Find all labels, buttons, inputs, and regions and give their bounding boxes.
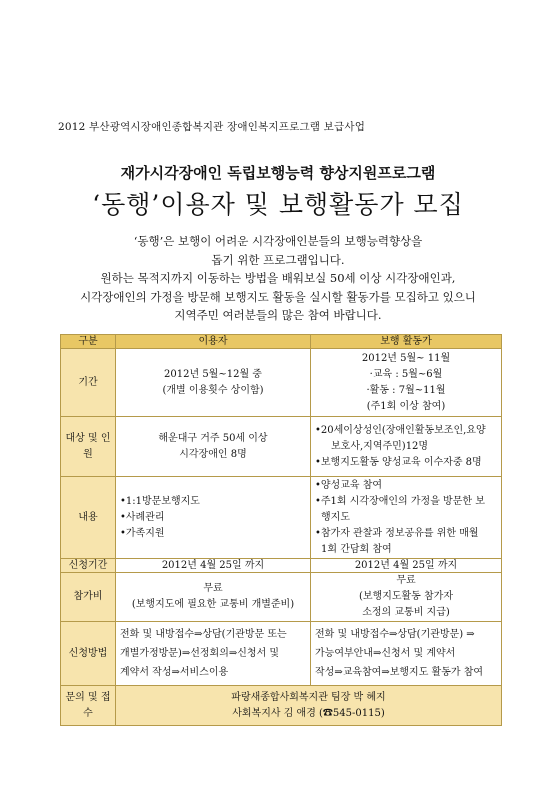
volunteer-cell: 2012년 4월 25일 까지 <box>311 559 502 573</box>
volunteer-cell: •20세이상성인(장애인활동보조인,요양 보호사,지역주민)12명 •보행지도활동 양성교육 이수자중 8명 <box>311 417 502 477</box>
row-label: 참가비 <box>61 573 116 622</box>
program-header: 2012 부산광역시장애인종합복지관 장애인복지프로그램 보급사업 <box>58 121 366 133</box>
row-label: 문의 및 접수 <box>61 686 116 726</box>
intro-line: 원하는 목적지까지 이동하는 방법을 배워보실 50세 이상 시각장애인과, <box>100 271 456 286</box>
intro-line: ‘동행’은 보행이 어려운 시각장애인분들의 보행능력향상을 <box>133 234 423 248</box>
row-label: 신청방법 <box>61 622 116 686</box>
table-row <box>61 417 502 477</box>
table-row <box>61 622 502 686</box>
volunteer-cell: •양성교육 참여 •주1회 시각장애인의 가정을 방문한 보 행지도 •참가자 관찰과 정보공유를 위한 매월 1회 간담회 참여 <box>311 477 502 559</box>
row-label: 내용 <box>61 477 116 559</box>
contact-cell: 파랑새종합사회복지관 팀장 박 혜지 사회복지사 김 애경 (☎545-0115) <box>116 686 502 726</box>
intro-paragraph <box>40 232 516 325</box>
intro-line: 돕기 위한 프로그램입니다. <box>211 252 345 267</box>
table-row <box>61 559 502 573</box>
volunteer-cell: 무료 (보행지도활동 참가자 소정의 교통비 지급) <box>311 573 502 622</box>
user-cell: 2012년 4월 25일 까지 <box>116 559 311 573</box>
row-label: 기간 <box>61 349 116 417</box>
user-cell: 2012년 5월~12월 중 (개별 이용횟수 상이함) <box>116 349 311 417</box>
row-label: 대상 및 인원 <box>61 417 116 477</box>
table-row <box>61 573 502 622</box>
user-cell: 무료 (보행지도에 필요한 교통비 개별준비) <box>116 573 311 622</box>
header-category: 구분 <box>61 335 116 349</box>
contact-row <box>61 686 502 726</box>
intro-line: 지역주민 여러분들의 많은 참여 바랍니다. <box>174 308 382 323</box>
row-label: 신청기간 <box>61 559 116 573</box>
program-subtitle: 재가시각장애인 독립보행능력 향상지원프로그램 <box>120 164 436 182</box>
volunteer-cell: 전화 및 내방접수⇒상담(기관방문) ⇒ 가능여부안내⇒신청서 및 계약서 작성⇒교육참여⇒보행지도 활동가 참여 <box>311 622 502 686</box>
table-row <box>61 349 502 417</box>
table-header-row <box>61 335 502 349</box>
volunteer-cell: 2012년 5월~ 11월 ·교육 : 5월~6월 ·활동 : 7월~11월 (주1회 이상 참여) <box>311 349 502 417</box>
intro-line: 시각장애인의 가정을 방문해 보행지도 활동을 실시할 활동가를 모집하고 있으니 <box>80 289 476 304</box>
recruitment-title: ‘동행’이용자 및 보행활동가 모집 <box>92 190 464 219</box>
header-volunteer: 보행 활동가 <box>311 335 502 349</box>
user-cell: •1:1방문보행지도 •사례관리 •가족지원 <box>116 477 311 559</box>
user-cell: 해운대구 거주 50세 이상 시각장애인 8명 <box>116 417 311 477</box>
header-user: 이용자 <box>116 335 311 349</box>
user-cell: 전화 및 내방접수⇒상담(기관방문 또는 개별가정방문)⇒선정회의⇒신청서 및 계약서 작성⇒서비스이용 <box>116 622 311 686</box>
recruitment-table <box>60 334 502 726</box>
table-row <box>61 477 502 559</box>
